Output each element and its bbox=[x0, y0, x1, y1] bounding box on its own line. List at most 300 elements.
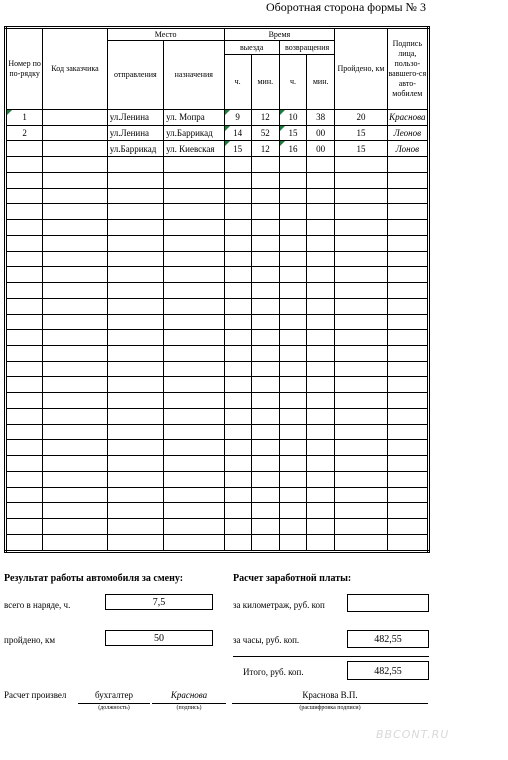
row-client-code[interactable] bbox=[43, 377, 107, 393]
row-number[interactable] bbox=[6, 377, 43, 393]
row-hours-return[interactable]: 16 bbox=[279, 141, 306, 157]
row-destination[interactable] bbox=[164, 314, 224, 330]
row-client-code[interactable] bbox=[43, 283, 107, 299]
row-signature[interactable] bbox=[387, 330, 428, 346]
table-row bbox=[6, 157, 429, 173]
row-number[interactable] bbox=[6, 408, 43, 424]
row-signature[interactable] bbox=[387, 157, 428, 173]
row-departure-place[interactable] bbox=[107, 534, 163, 551]
row-hours-exit[interactable] bbox=[224, 330, 251, 346]
row-client-code[interactable] bbox=[43, 220, 107, 236]
row-hours-exit[interactable] bbox=[224, 519, 251, 535]
row-minutes-return[interactable] bbox=[307, 330, 335, 346]
row-distance[interactable] bbox=[335, 519, 387, 535]
row-hours-return[interactable] bbox=[279, 188, 306, 204]
row-hours-return[interactable] bbox=[279, 267, 306, 283]
row-signature[interactable]: Леонов bbox=[387, 125, 428, 141]
row-hours-return[interactable] bbox=[279, 456, 306, 472]
row-destination[interactable] bbox=[164, 503, 224, 519]
row-destination[interactable] bbox=[164, 408, 224, 424]
row-minutes-exit[interactable] bbox=[251, 377, 279, 393]
row-hours-return[interactable] bbox=[279, 235, 306, 251]
row-distance[interactable] bbox=[335, 534, 387, 551]
row-minutes-return[interactable] bbox=[307, 377, 335, 393]
row-distance[interactable] bbox=[335, 424, 387, 440]
row-destination[interactable] bbox=[164, 251, 224, 267]
row-distance[interactable] bbox=[335, 361, 387, 377]
row-destination[interactable] bbox=[164, 298, 224, 314]
row-distance[interactable] bbox=[335, 330, 387, 346]
row-number[interactable] bbox=[6, 141, 43, 157]
row-minutes-exit[interactable] bbox=[251, 235, 279, 251]
row-destination[interactable] bbox=[164, 330, 224, 346]
row-minutes-exit[interactable] bbox=[251, 424, 279, 440]
row-departure-place[interactable] bbox=[107, 456, 163, 472]
row-number[interactable] bbox=[6, 298, 43, 314]
row-destination[interactable] bbox=[164, 361, 224, 377]
row-hours-return[interactable] bbox=[279, 377, 306, 393]
row-signature[interactable] bbox=[387, 456, 428, 472]
row-signature[interactable] bbox=[387, 393, 428, 409]
row-distance[interactable] bbox=[335, 503, 387, 519]
row-distance[interactable] bbox=[335, 471, 387, 487]
per-km-field[interactable] bbox=[347, 594, 429, 612]
row-departure-place[interactable] bbox=[107, 283, 163, 299]
row-signature[interactable] bbox=[387, 519, 428, 535]
row-signature[interactable] bbox=[387, 487, 428, 503]
row-minutes-return[interactable] bbox=[307, 487, 335, 503]
row-hours-exit[interactable] bbox=[224, 267, 251, 283]
table-row bbox=[6, 235, 429, 251]
row-hours-return[interactable] bbox=[279, 314, 306, 330]
row-number[interactable] bbox=[6, 440, 43, 456]
row-number[interactable] bbox=[6, 314, 43, 330]
accountant-name[interactable]: Краснова В.П. bbox=[302, 690, 358, 700]
row-hours-return[interactable] bbox=[279, 487, 306, 503]
row-hours-exit[interactable] bbox=[224, 204, 251, 220]
row-distance[interactable] bbox=[335, 172, 387, 188]
name-line bbox=[232, 703, 428, 704]
row-client-code[interactable] bbox=[43, 503, 107, 519]
row-destination[interactable] bbox=[164, 283, 224, 299]
row-signature[interactable] bbox=[387, 283, 428, 299]
row-departure-place[interactable]: ул.Ленина bbox=[107, 110, 163, 126]
row-minutes-exit[interactable] bbox=[251, 283, 279, 299]
row-destination[interactable] bbox=[164, 471, 224, 487]
header-destination: назначения bbox=[164, 41, 224, 110]
row-destination[interactable] bbox=[164, 204, 224, 220]
row-departure-place[interactable] bbox=[107, 503, 163, 519]
row-hours-exit[interactable] bbox=[224, 503, 251, 519]
row-minutes-return[interactable] bbox=[307, 172, 335, 188]
row-signature[interactable] bbox=[387, 314, 428, 330]
row-hours-exit[interactable] bbox=[224, 235, 251, 251]
total-field[interactable]: 482,55 bbox=[347, 661, 429, 680]
row-distance[interactable] bbox=[335, 440, 387, 456]
row-minutes-return[interactable]: 00 bbox=[307, 141, 335, 157]
row-client-code[interactable] bbox=[43, 110, 107, 126]
row-client-code[interactable] bbox=[43, 361, 107, 377]
row-hours-exit[interactable] bbox=[224, 534, 251, 551]
row-destination[interactable] bbox=[164, 346, 224, 362]
row-minutes-exit[interactable] bbox=[251, 204, 279, 220]
row-hours-return[interactable] bbox=[279, 440, 306, 456]
row-hours-return[interactable] bbox=[279, 519, 306, 535]
row-minutes-exit[interactable] bbox=[251, 534, 279, 551]
row-minutes-return[interactable] bbox=[307, 440, 335, 456]
row-hours-return[interactable] bbox=[279, 424, 306, 440]
row-hours-exit[interactable] bbox=[224, 188, 251, 204]
row-number[interactable] bbox=[6, 188, 43, 204]
per-hour-field[interactable]: 482,55 bbox=[347, 630, 429, 648]
row-hours-return[interactable] bbox=[279, 393, 306, 409]
row-departure-place[interactable] bbox=[107, 314, 163, 330]
row-minutes-exit[interactable] bbox=[251, 393, 279, 409]
row-number[interactable] bbox=[6, 330, 43, 346]
row-departure-place[interactable] bbox=[107, 330, 163, 346]
row-destination[interactable] bbox=[164, 456, 224, 472]
row-client-code[interactable] bbox=[43, 456, 107, 472]
row-number[interactable] bbox=[6, 220, 43, 236]
row-distance[interactable]: 20 bbox=[335, 110, 387, 126]
row-hours-exit[interactable] bbox=[224, 408, 251, 424]
row-minutes-exit[interactable] bbox=[251, 519, 279, 535]
row-distance[interactable] bbox=[335, 346, 387, 362]
row-number[interactable] bbox=[6, 534, 43, 551]
row-client-code[interactable] bbox=[43, 141, 107, 157]
row-minutes-return[interactable] bbox=[307, 361, 335, 377]
row-minutes-return[interactable] bbox=[307, 424, 335, 440]
row-number[interactable] bbox=[6, 519, 43, 535]
row-minutes-return[interactable] bbox=[307, 471, 335, 487]
row-minutes-exit[interactable] bbox=[251, 172, 279, 188]
row-departure-place[interactable] bbox=[107, 188, 163, 204]
row-hours-return[interactable] bbox=[279, 172, 306, 188]
accountant-position[interactable]: бухгалтер bbox=[95, 690, 133, 700]
row-distance[interactable] bbox=[335, 204, 387, 220]
row-departure-place[interactable] bbox=[107, 298, 163, 314]
row-number[interactable] bbox=[6, 471, 43, 487]
row-minutes-exit[interactable] bbox=[251, 408, 279, 424]
row-departure-place[interactable] bbox=[107, 377, 163, 393]
row-number[interactable] bbox=[6, 204, 43, 220]
row-minutes-exit[interactable] bbox=[251, 346, 279, 362]
row-destination[interactable]: ул. Мопра bbox=[164, 110, 224, 126]
row-departure-place[interactable] bbox=[107, 267, 163, 283]
row-destination[interactable] bbox=[164, 424, 224, 440]
row-client-code[interactable] bbox=[43, 534, 107, 551]
row-hours-return[interactable] bbox=[279, 534, 306, 551]
row-minutes-exit[interactable] bbox=[251, 487, 279, 503]
row-distance[interactable] bbox=[335, 393, 387, 409]
row-minutes-return[interactable] bbox=[307, 408, 335, 424]
row-destination[interactable] bbox=[164, 519, 224, 535]
row-distance[interactable] bbox=[335, 283, 387, 299]
row-signature[interactable] bbox=[387, 346, 428, 362]
row-minutes-return[interactable]: 00 bbox=[307, 125, 335, 141]
row-departure-place[interactable] bbox=[107, 440, 163, 456]
row-hours-exit[interactable] bbox=[224, 456, 251, 472]
header-minutes-exit: мин. bbox=[251, 55, 279, 110]
row-signature[interactable] bbox=[387, 424, 428, 440]
row-departure-place[interactable] bbox=[107, 235, 163, 251]
row-hours-exit[interactable] bbox=[224, 157, 251, 173]
row-number[interactable] bbox=[6, 361, 43, 377]
table-row bbox=[6, 314, 429, 330]
row-minutes-exit[interactable] bbox=[251, 471, 279, 487]
row-hours-return[interactable] bbox=[279, 251, 306, 267]
row-distance[interactable] bbox=[335, 298, 387, 314]
row-minutes-exit[interactable] bbox=[251, 188, 279, 204]
row-minutes-return[interactable] bbox=[307, 283, 335, 299]
row-destination[interactable] bbox=[164, 157, 224, 173]
row-signature[interactable]: Лонов bbox=[387, 141, 428, 157]
row-signature[interactable] bbox=[387, 377, 428, 393]
row-departure-place[interactable] bbox=[107, 157, 163, 173]
row-minutes-exit[interactable] bbox=[251, 157, 279, 173]
row-minutes-exit[interactable]: 12 bbox=[251, 141, 279, 157]
row-hours-exit[interactable] bbox=[224, 377, 251, 393]
row-departure-place[interactable] bbox=[107, 487, 163, 503]
accountant-signature[interactable]: Краснова bbox=[170, 690, 208, 700]
row-hours-exit[interactable] bbox=[224, 251, 251, 267]
row-client-code[interactable] bbox=[43, 471, 107, 487]
row-signature[interactable] bbox=[387, 503, 428, 519]
row-hours-exit[interactable] bbox=[224, 393, 251, 409]
row-hours-exit[interactable] bbox=[224, 314, 251, 330]
row-minutes-return[interactable] bbox=[307, 393, 335, 409]
row-minutes-return[interactable] bbox=[307, 298, 335, 314]
row-hours-return[interactable] bbox=[279, 471, 306, 487]
row-departure-place[interactable]: ул.Баррикад bbox=[107, 141, 163, 157]
row-minutes-exit[interactable] bbox=[251, 251, 279, 267]
row-hours-exit[interactable] bbox=[224, 298, 251, 314]
row-signature[interactable] bbox=[387, 471, 428, 487]
row-destination[interactable] bbox=[164, 188, 224, 204]
row-minutes-exit[interactable] bbox=[251, 314, 279, 330]
row-destination[interactable] bbox=[164, 220, 224, 236]
row-signature[interactable] bbox=[387, 361, 428, 377]
row-client-code[interactable] bbox=[43, 330, 107, 346]
row-hours-exit[interactable]: 14 bbox=[224, 125, 251, 141]
row-minutes-return[interactable] bbox=[307, 346, 335, 362]
row-number[interactable] bbox=[6, 456, 43, 472]
row-departure-place[interactable] bbox=[107, 393, 163, 409]
row-distance[interactable] bbox=[335, 251, 387, 267]
row-hours-return[interactable] bbox=[279, 361, 306, 377]
row-hours-return[interactable] bbox=[279, 330, 306, 346]
row-signature[interactable] bbox=[387, 204, 428, 220]
table-row bbox=[6, 503, 429, 519]
row-hours-return[interactable] bbox=[279, 503, 306, 519]
row-hours-exit[interactable] bbox=[224, 440, 251, 456]
row-distance[interactable] bbox=[335, 487, 387, 503]
row-minutes-return[interactable] bbox=[307, 503, 335, 519]
row-distance[interactable] bbox=[335, 220, 387, 236]
row-departure-place[interactable] bbox=[107, 471, 163, 487]
row-departure-place[interactable] bbox=[107, 408, 163, 424]
row-minutes-exit[interactable]: 52 bbox=[251, 125, 279, 141]
row-minutes-exit[interactable] bbox=[251, 440, 279, 456]
row-minutes-return[interactable] bbox=[307, 456, 335, 472]
row-number[interactable] bbox=[6, 267, 43, 283]
row-hours-return[interactable] bbox=[279, 204, 306, 220]
row-destination[interactable] bbox=[164, 440, 224, 456]
row-destination[interactable] bbox=[164, 377, 224, 393]
row-signature[interactable]: Краснова bbox=[387, 110, 428, 126]
row-client-code[interactable] bbox=[43, 424, 107, 440]
row-departure-place[interactable]: ул.Ленина bbox=[107, 125, 163, 141]
row-destination[interactable] bbox=[164, 393, 224, 409]
row-number[interactable] bbox=[6, 235, 43, 251]
row-signature[interactable] bbox=[387, 408, 428, 424]
row-minutes-exit[interactable]: 12 bbox=[251, 110, 279, 126]
row-distance[interactable] bbox=[335, 267, 387, 283]
row-minutes-return[interactable] bbox=[307, 267, 335, 283]
row-number[interactable] bbox=[6, 503, 43, 519]
row-distance[interactable]: 15 bbox=[335, 141, 387, 157]
row-number[interactable] bbox=[6, 346, 43, 362]
row-minutes-exit[interactable] bbox=[251, 298, 279, 314]
row-destination[interactable] bbox=[164, 172, 224, 188]
row-signature[interactable] bbox=[387, 298, 428, 314]
row-hours-exit[interactable] bbox=[224, 283, 251, 299]
row-destination[interactable]: ул.Баррикад bbox=[164, 125, 224, 141]
row-hours-return[interactable] bbox=[279, 298, 306, 314]
row-distance[interactable] bbox=[335, 235, 387, 251]
row-departure-place[interactable] bbox=[107, 220, 163, 236]
row-hours-return[interactable]: 10 bbox=[279, 110, 306, 126]
row-hours-exit[interactable]: 9 bbox=[224, 110, 251, 126]
row-minutes-return[interactable]: 38 bbox=[307, 110, 335, 126]
row-number[interactable] bbox=[6, 487, 43, 503]
row-minutes-return[interactable] bbox=[307, 220, 335, 236]
row-destination[interactable] bbox=[164, 235, 224, 251]
table-row bbox=[6, 471, 429, 487]
row-signature[interactable] bbox=[387, 235, 428, 251]
row-minutes-return[interactable] bbox=[307, 519, 335, 535]
row-departure-place[interactable] bbox=[107, 519, 163, 535]
row-departure-place[interactable] bbox=[107, 361, 163, 377]
row-destination[interactable] bbox=[164, 267, 224, 283]
distance-field[interactable]: 50 bbox=[105, 630, 213, 646]
row-number[interactable] bbox=[6, 283, 43, 299]
row-hours-exit[interactable] bbox=[224, 487, 251, 503]
row-hours-exit[interactable] bbox=[224, 172, 251, 188]
row-minutes-exit[interactable] bbox=[251, 267, 279, 283]
row-hours-exit[interactable] bbox=[224, 361, 251, 377]
row-distance[interactable] bbox=[335, 314, 387, 330]
row-hours-exit[interactable] bbox=[224, 220, 251, 236]
row-departure-place[interactable] bbox=[107, 251, 163, 267]
row-hours-return[interactable]: 15 bbox=[279, 125, 306, 141]
row-minutes-exit[interactable] bbox=[251, 330, 279, 346]
row-number[interactable] bbox=[6, 172, 43, 188]
row-minutes-exit[interactable] bbox=[251, 503, 279, 519]
row-departure-place[interactable] bbox=[107, 204, 163, 220]
row-hours-exit[interactable]: 15 bbox=[224, 141, 251, 157]
row-number[interactable] bbox=[6, 157, 43, 173]
row-minutes-exit[interactable] bbox=[251, 456, 279, 472]
row-hours-exit[interactable] bbox=[224, 346, 251, 362]
row-departure-place[interactable] bbox=[107, 346, 163, 362]
row-client-code[interactable] bbox=[43, 440, 107, 456]
row-hours-return[interactable] bbox=[279, 283, 306, 299]
row-minutes-return[interactable] bbox=[307, 235, 335, 251]
row-client-code[interactable] bbox=[43, 125, 107, 141]
row-distance[interactable] bbox=[335, 157, 387, 173]
row-departure-place[interactable] bbox=[107, 172, 163, 188]
row-distance[interactable] bbox=[335, 408, 387, 424]
row-distance[interactable]: 15 bbox=[335, 125, 387, 141]
table-row bbox=[6, 141, 429, 157]
row-hours-return[interactable] bbox=[279, 220, 306, 236]
row-minutes-return[interactable] bbox=[307, 157, 335, 173]
row-destination[interactable]: ул. Киевская bbox=[164, 141, 224, 157]
row-client-code[interactable] bbox=[43, 251, 107, 267]
row-client-code[interactable] bbox=[43, 408, 107, 424]
row-minutes-return[interactable] bbox=[307, 251, 335, 267]
row-signature[interactable] bbox=[387, 440, 428, 456]
row-client-code[interactable] bbox=[43, 157, 107, 173]
row-client-code[interactable] bbox=[43, 188, 107, 204]
row-hours-exit[interactable] bbox=[224, 424, 251, 440]
row-client-code[interactable] bbox=[43, 393, 107, 409]
row-minutes-return[interactable] bbox=[307, 204, 335, 220]
row-minutes-return[interactable] bbox=[307, 314, 335, 330]
total-hours-field[interactable]: 7,5 bbox=[105, 594, 213, 610]
row-client-code[interactable] bbox=[43, 204, 107, 220]
signature-line bbox=[152, 703, 226, 704]
row-signature[interactable] bbox=[387, 220, 428, 236]
row-number[interactable]: 1 bbox=[6, 110, 43, 126]
row-client-code[interactable] bbox=[43, 235, 107, 251]
row-departure-place[interactable] bbox=[107, 424, 163, 440]
row-client-code[interactable] bbox=[43, 346, 107, 362]
total-label: Итого, руб. коп. bbox=[243, 667, 304, 677]
row-minutes-return[interactable] bbox=[307, 188, 335, 204]
row-destination[interactable] bbox=[164, 534, 224, 551]
row-hours-return[interactable] bbox=[279, 408, 306, 424]
row-minutes-return[interactable] bbox=[307, 534, 335, 551]
row-number[interactable] bbox=[6, 251, 43, 267]
row-minutes-exit[interactable] bbox=[251, 220, 279, 236]
row-client-code[interactable] bbox=[43, 172, 107, 188]
row-destination[interactable] bbox=[164, 487, 224, 503]
row-distance[interactable] bbox=[335, 456, 387, 472]
row-client-code[interactable] bbox=[43, 298, 107, 314]
row-signature[interactable] bbox=[387, 172, 428, 188]
row-distance[interactable] bbox=[335, 188, 387, 204]
row-signature[interactable] bbox=[387, 251, 428, 267]
row-signature[interactable] bbox=[387, 534, 428, 551]
row-hours-return[interactable] bbox=[279, 346, 306, 362]
row-client-code[interactable] bbox=[43, 487, 107, 503]
row-number[interactable] bbox=[6, 424, 43, 440]
row-minutes-exit[interactable] bbox=[251, 361, 279, 377]
row-client-code[interactable] bbox=[43, 314, 107, 330]
row-signature[interactable] bbox=[387, 267, 428, 283]
row-number[interactable] bbox=[6, 393, 43, 409]
row-hours-return[interactable] bbox=[279, 157, 306, 173]
row-client-code[interactable] bbox=[43, 267, 107, 283]
table-row bbox=[6, 393, 429, 409]
row-signature[interactable] bbox=[387, 188, 428, 204]
row-number[interactable]: 2 bbox=[6, 125, 43, 141]
row-client-code[interactable] bbox=[43, 519, 107, 535]
row-hours-exit[interactable] bbox=[224, 471, 251, 487]
row-distance[interactable] bbox=[335, 377, 387, 393]
